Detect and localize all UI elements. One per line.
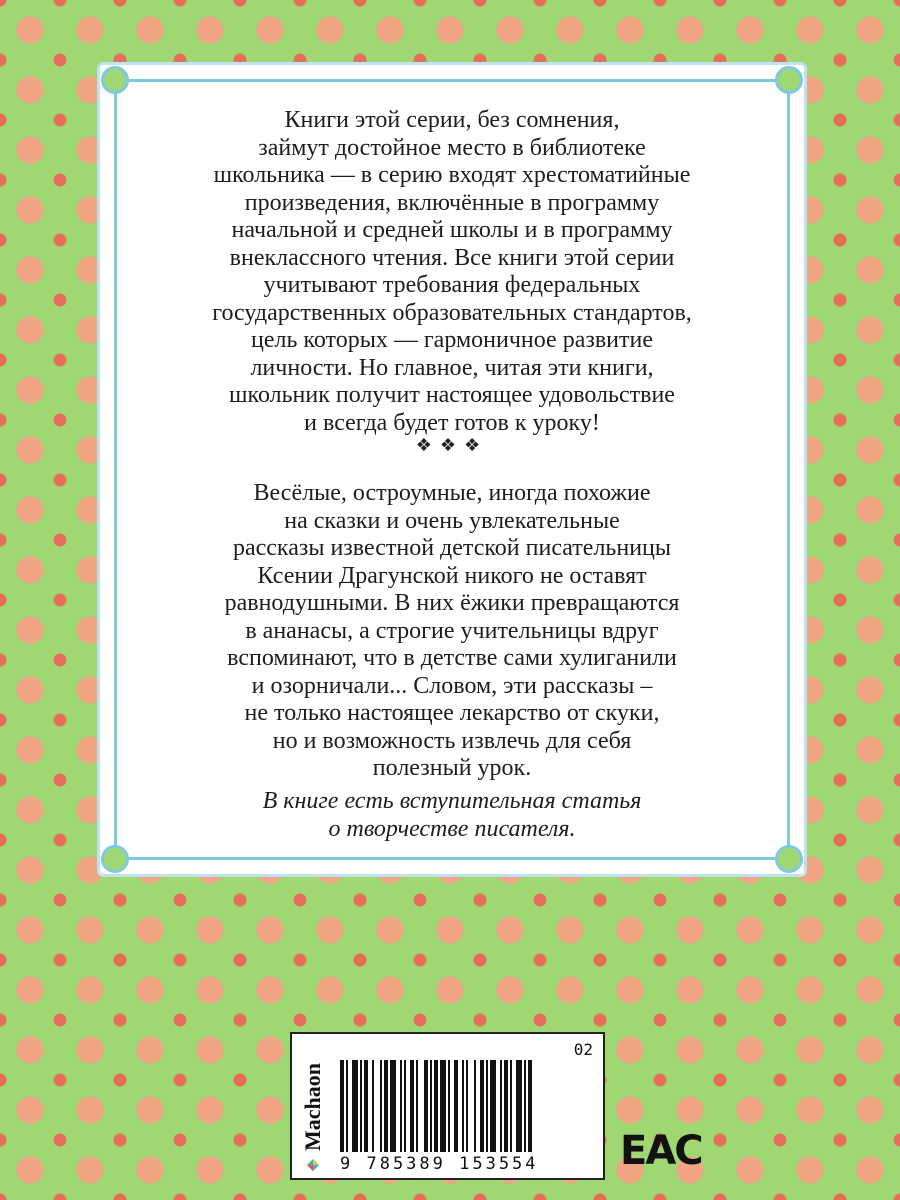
text-line: но и возможность извлечь для себя (272, 727, 632, 754)
frame-corner (775, 66, 803, 94)
text-line: на сказки и очень увлекательные (284, 507, 620, 534)
text-line: начальной и средней школы и в программу (231, 217, 673, 243)
text-line: и озорничали... Словом, эти рассказы – (251, 672, 653, 699)
eac-mark: EAC (620, 1128, 702, 1174)
frame-corner (101, 66, 129, 94)
text-line: о творчестве писателя. (328, 815, 576, 842)
text-line: и всегда будет готов к уроку! (304, 409, 600, 436)
frame-corner (775, 845, 803, 873)
text-line: школьник получит настоящее удовольствие (229, 382, 675, 408)
isbn-number: 9 785389 153554 (340, 1154, 539, 1174)
text-panel (97, 62, 807, 877)
text-line: цель которых — гармоничное развитие (251, 327, 653, 353)
barcode-icon (340, 1060, 598, 1152)
text-line: произведения, включённые в программу (244, 189, 660, 216)
leaf-logo-icon (306, 1158, 320, 1172)
text-line: полезный урок. (372, 755, 532, 781)
text-line: государственных образовательных стандартов, (212, 299, 692, 326)
text-line: Книги этой серии, без сомнения, (284, 107, 620, 133)
text-line: вспоминают, что в детстве сами хулиганили (227, 645, 677, 671)
publisher-logo (294, 1038, 332, 1176)
text-line: Ксении Драгунской никого не оставят (257, 562, 647, 589)
text-line: личности. Но главное, читая эти книги, (250, 354, 654, 381)
text-line: не только настоящее лекарство от скуки, (244, 700, 660, 726)
book-description (130, 480, 774, 783)
text-line: равнодушными. В них ёжики превращаются (224, 590, 680, 616)
text-line: школьника — в серию входят хрестоматийные (213, 162, 691, 188)
text-line: в ананасы, а строгие учительницы вдруг (245, 617, 659, 644)
intro-article-note (130, 788, 774, 843)
frame-corner (101, 845, 129, 873)
ornament-separator: ❖❖❖ (415, 435, 489, 455)
text-line: Весёлые, остроумные, иногда похожие (253, 480, 651, 506)
barcode-addon: 02 (573, 1040, 593, 1059)
barcode-label (290, 1032, 605, 1180)
text-line: учитывают требования федеральных (263, 272, 641, 298)
series-description (130, 107, 774, 437)
text-line: внеклассного чтения. Все книги этой серии (229, 244, 675, 271)
text-line: В книге есть вступительная статья (262, 788, 642, 814)
text-line: рассказы известной детской писательницы (232, 535, 672, 561)
publisher-name: Machaon (300, 1063, 325, 1151)
text-line: займут достойное место в библиотеке (258, 134, 646, 161)
